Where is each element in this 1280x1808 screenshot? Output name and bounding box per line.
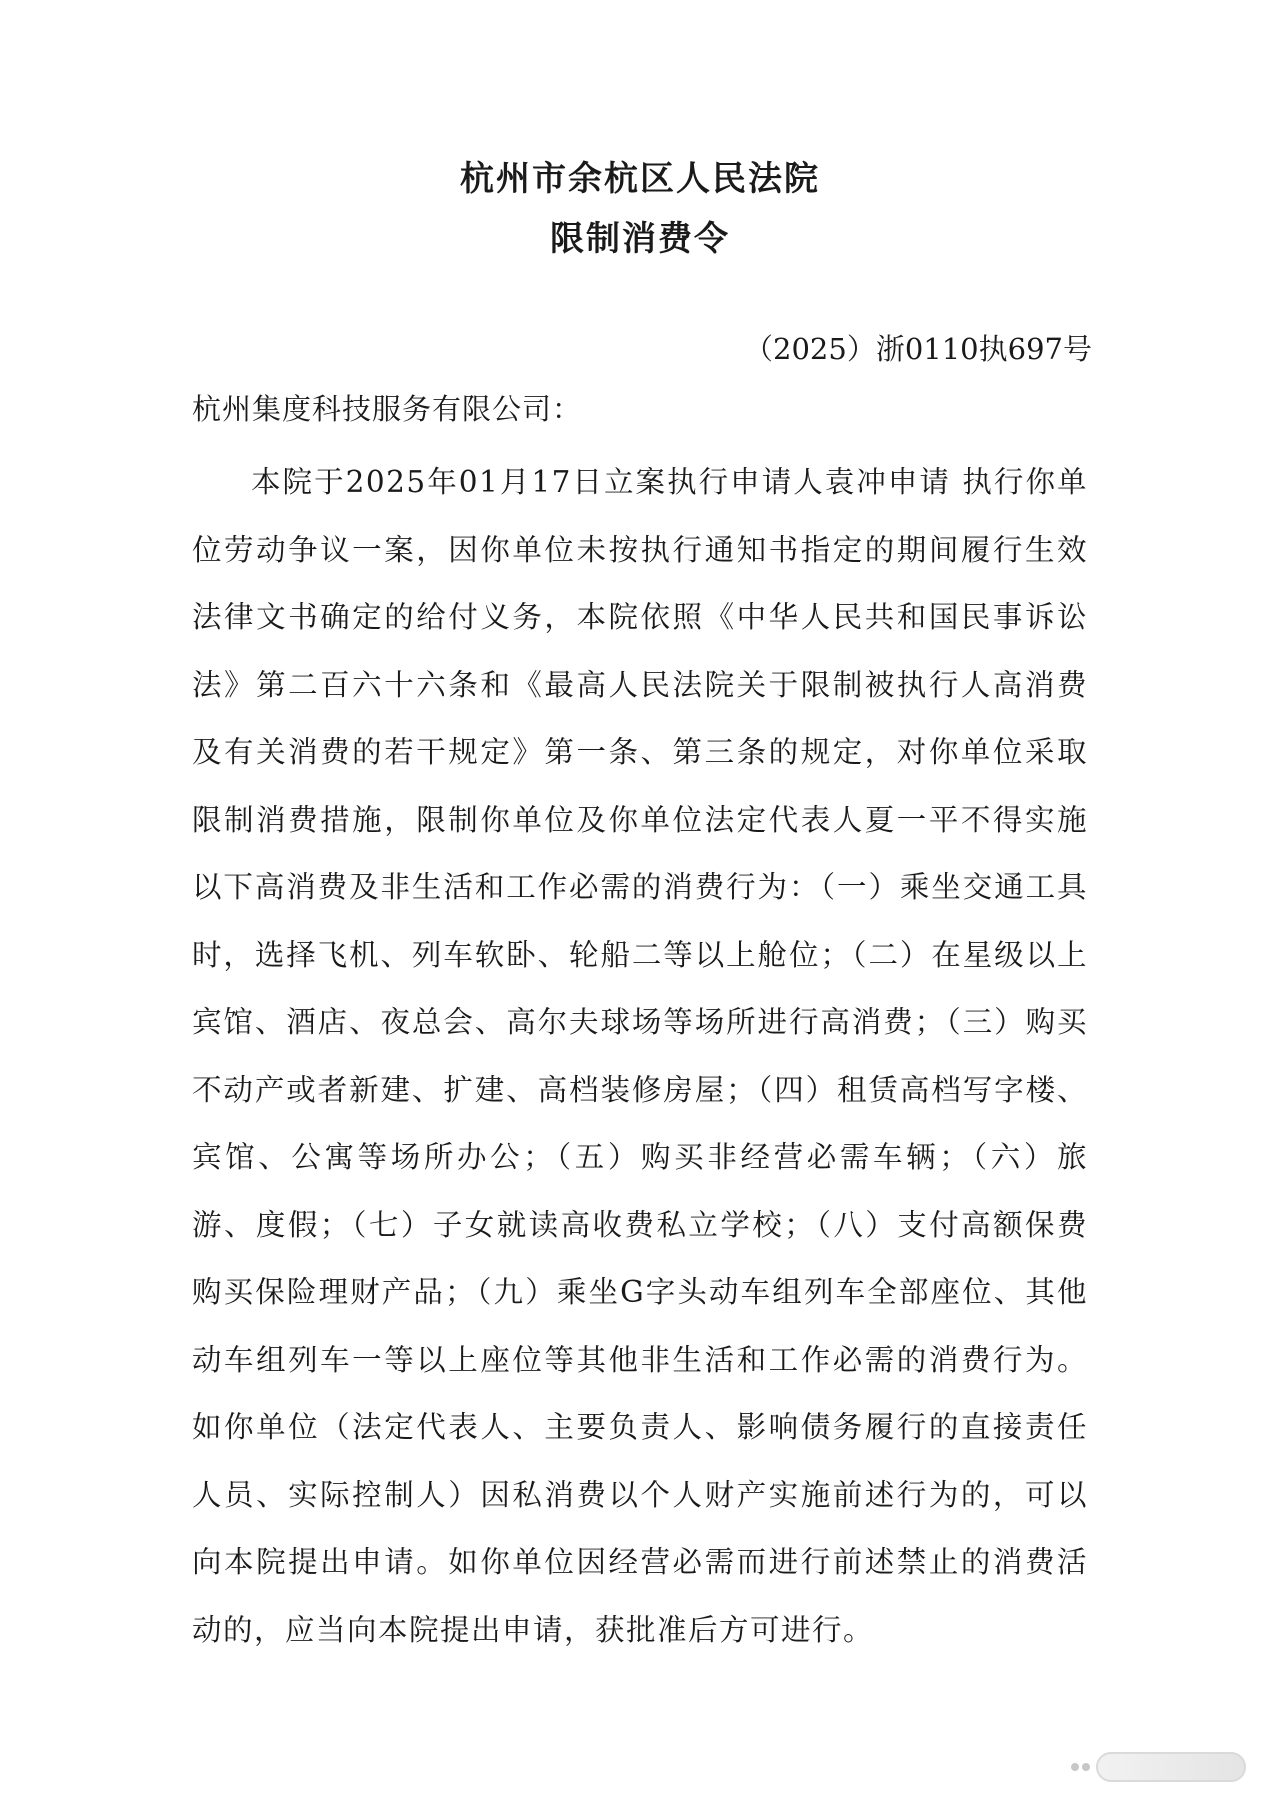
order-body-paragraph: 本院于2025年01月17日立案执行申请人袁冲申请 执行你单位劳动争议一案，因你单位未按执行通知书指定的期间履行生效法律文书确定的给付义务，本院依照《中华人民共和国民事诉讼法》第二百六十六条和《最高人民法院关于限制被执行人高消费及有关消费的若干规定》第一条、第三条的规定，对你单位采取限制消费措施，限制你单位及你单位法定代表人夏一平不得实施以下高消费及非生活和工作必需的消费行为：（一）乘坐交通工具时，选择飞机、列车软卧、轮船二等以上舱位；（二）在星级以上宾馆、酒店、夜总会、高尔夫球场等场所进行高消费；（三）购买不动产或者新建、扩建、高档装修房屋；（四）租赁高档写字楼、宾馆、公寓等场所办公；（五）购买非经营必需车辆；（六）旅游、度假；（七）子女就读高收费私立学校；（八）支付高额保费购买保险理财产品；（九）乘坐G字头动车组列车全部座位、其他动车组列车一等以上座位等其他非生活和工作必需的消费行为。如你单位（法定代表人、主要负责人、影响债务履行的直接责任人员、实际控制人）因私消费以个人财产实施前述行为的，可以向本院提出申请。如你单位因经营必需而进行前述禁止的消费活动的，应当向本院提出申请，获批准后方可进行。	[192, 465, 1088, 1647]
case-number: （2025）浙0110执697号	[744, 332, 1092, 366]
watermark-pill-icon	[1096, 1752, 1246, 1782]
addressee: 杭州集度科技服务有限公司：	[192, 392, 583, 426]
document-title: 限制消费令	[550, 219, 730, 259]
watermark-logo	[1071, 1752, 1246, 1782]
court-name-heading: 杭州市余杭区人民法院	[460, 159, 820, 199]
watermark-dots-icon	[1071, 1763, 1090, 1771]
